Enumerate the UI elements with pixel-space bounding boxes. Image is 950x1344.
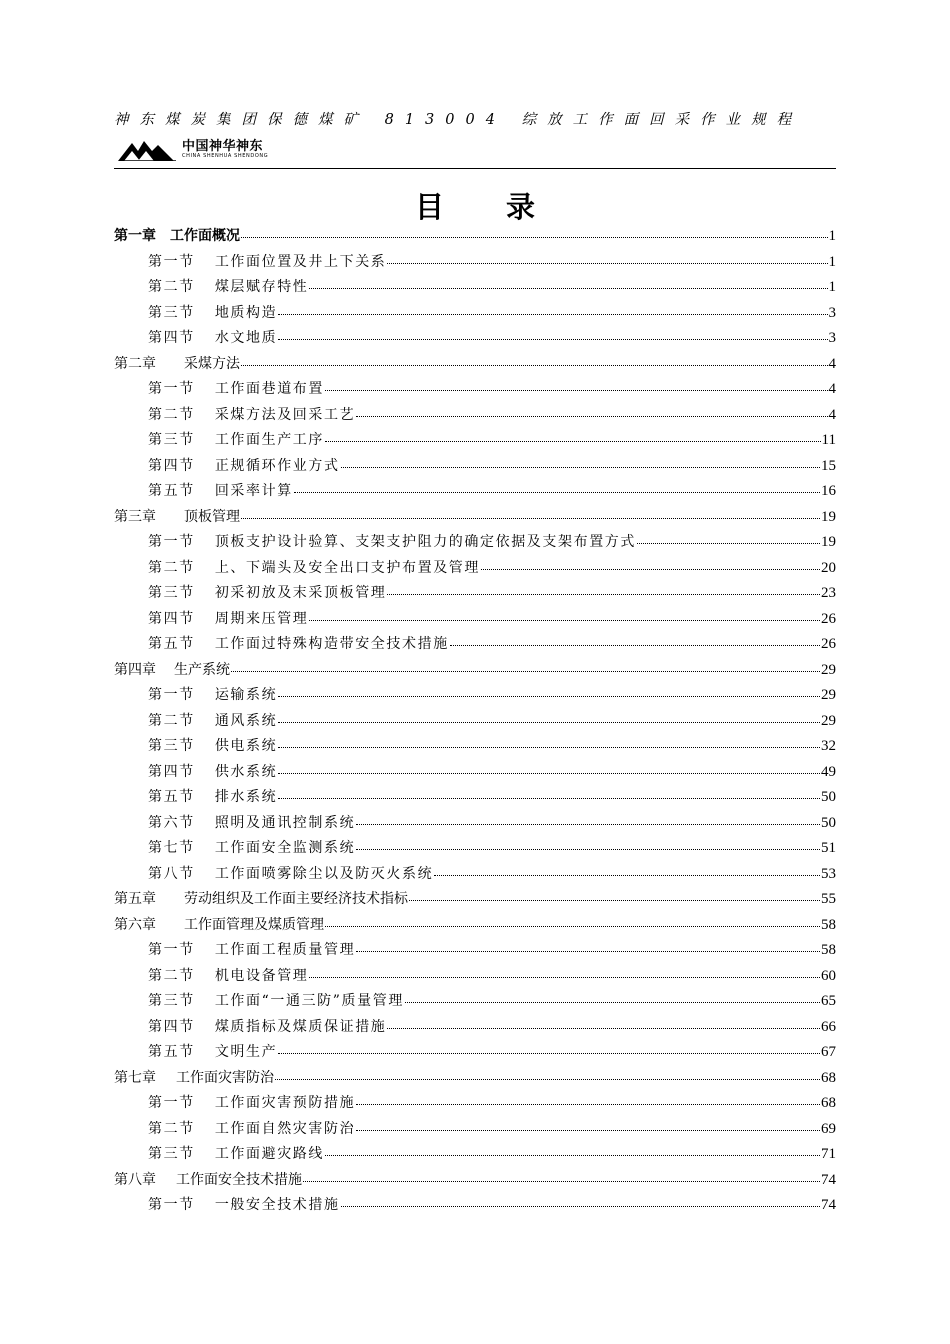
toc-entry-label xyxy=(114,913,324,939)
logo-chinese-text: 中国神华神东 xyxy=(182,138,264,154)
toc-entry-label xyxy=(114,352,240,378)
toc-entry-title: 顶板支护设计验算、支架支护阻力的确定依据及支架布置方式 xyxy=(214,534,637,550)
toc-leader-dots xyxy=(278,339,827,340)
toc-leader-dots xyxy=(325,1155,820,1156)
toc-page-number: 29 xyxy=(821,661,836,678)
toc-page-number: 3 xyxy=(828,304,836,321)
toc-entry-number: 第八章 xyxy=(114,1171,156,1188)
toc-entry-label xyxy=(148,836,355,862)
toc-section-entry[interactable] xyxy=(114,479,836,505)
toc-page-number: 4 xyxy=(828,406,836,423)
toc-section-entry[interactable] xyxy=(114,1015,836,1041)
toc-page-number: 65 xyxy=(821,993,836,1009)
toc-entry-label xyxy=(148,683,277,709)
toc-entry-title: 工作面过特殊构造带安全技术措施 xyxy=(214,636,449,652)
toc-entry-number: 第一节 xyxy=(148,687,195,703)
toc-entry-title: 照明及通讯控制系统 xyxy=(214,814,356,831)
toc-section-entry[interactable] xyxy=(114,250,836,276)
toc-section-entry[interactable] xyxy=(114,301,836,327)
toc-entry-number: 第二节 xyxy=(148,559,195,576)
toc-entry-title: 工作面巷道布置 xyxy=(214,381,325,397)
toc-leader-dots xyxy=(405,1002,820,1003)
toc-chapter-entry[interactable] xyxy=(114,1066,836,1092)
toc-section-entry[interactable] xyxy=(114,632,836,658)
toc-entry-title: 煤层赋存特性 xyxy=(214,279,309,295)
toc-entry-number: 第五节 xyxy=(148,789,195,805)
toc-entry-title: 一般安全技术措施 xyxy=(214,1197,340,1213)
toc-leader-dots xyxy=(294,492,820,493)
toc-entry-label xyxy=(148,632,449,658)
toc-leader-dots xyxy=(278,314,827,315)
toc-section-entry[interactable] xyxy=(114,785,836,811)
shenhua-logo-icon xyxy=(118,137,178,161)
toc-leader-dots xyxy=(309,620,820,621)
toc-entry-title: 生产系统 xyxy=(174,661,230,678)
toc-entry-title: 供水系统 xyxy=(214,763,278,780)
toc-entry-number: 第三节 xyxy=(148,432,195,448)
toc-entry-title: 工作面灾害预防措施 xyxy=(214,1095,356,1111)
toc-section-entry[interactable] xyxy=(114,760,836,786)
toc-section-entry[interactable] xyxy=(114,403,836,429)
toc-entry-number: 第四节 xyxy=(148,1018,195,1035)
toc-page-number: 15 xyxy=(821,457,836,474)
toc-entry-title: 机电设备管理 xyxy=(214,967,309,984)
toc-entry-number: 第四节 xyxy=(148,457,195,474)
toc-entry-label xyxy=(114,505,240,531)
toc-page-number: 69 xyxy=(821,1120,836,1137)
toc-entry-label xyxy=(148,479,293,505)
toc-entry-label xyxy=(148,301,277,327)
toc-leader-dots xyxy=(341,467,820,468)
toc-entry-label xyxy=(148,607,308,633)
toc-page-number: 50 xyxy=(821,814,836,831)
toc-page-number: 74 xyxy=(821,1197,836,1213)
toc-leader-dots xyxy=(325,926,820,927)
toc-entry-title: 通风系统 xyxy=(214,712,278,729)
toc-leader-dots xyxy=(241,365,828,366)
toc-entry-number: 第五节 xyxy=(148,1044,195,1060)
toc-entry-title: 回采率计算 xyxy=(214,483,293,499)
toc-entry-number: 第三节 xyxy=(148,993,195,1009)
toc-entry-label xyxy=(148,1040,277,1066)
toc-section-entry[interactable] xyxy=(114,377,836,403)
toc-page-number: 23 xyxy=(821,585,836,601)
toc-page-number: 3 xyxy=(828,330,836,346)
toc-entry-title: 煤质指标及煤质保证措施 xyxy=(214,1018,387,1035)
toc-page-number: 66 xyxy=(821,1018,836,1035)
toc-section-entry[interactable] xyxy=(114,1142,836,1168)
toc-entry-number: 第三节 xyxy=(148,304,195,321)
toc-entry-number: 第一节 xyxy=(148,381,195,397)
toc-entry-label xyxy=(148,938,355,964)
toc-section-entry[interactable] xyxy=(114,1193,836,1219)
toc-entry-number: 第二节 xyxy=(148,279,195,295)
toc-entry-title: 采煤方法及回采工艺 xyxy=(214,406,356,423)
toc-page-number: 53 xyxy=(821,865,836,882)
toc-leader-dots xyxy=(356,416,827,417)
toc-page-number: 26 xyxy=(821,610,836,627)
toc-entry-number: 第三节 xyxy=(148,1146,195,1162)
toc-entry-label xyxy=(148,1117,355,1143)
toc-page-number: 19 xyxy=(821,508,836,525)
toc-entry-label xyxy=(148,581,386,607)
toc-page-number: 32 xyxy=(821,738,836,754)
toc-entry-number: 第四节 xyxy=(148,610,195,627)
toc-entry-label xyxy=(114,1066,274,1092)
toc-entry-title: 工作面自然灾害防治 xyxy=(214,1120,356,1137)
toc-chapter-entry[interactable] xyxy=(114,505,836,531)
toc-page-number: 58 xyxy=(821,916,836,933)
toc-section-entry[interactable] xyxy=(114,326,836,352)
toc-page-number: 1 xyxy=(828,279,836,295)
toc-chapter-entry[interactable] xyxy=(114,352,836,378)
toc-entry-label xyxy=(148,403,355,429)
toc-leader-dots xyxy=(241,237,828,238)
toc-page-number: 4 xyxy=(828,381,836,397)
toc-leader-dots xyxy=(278,798,820,799)
toc-entry-label xyxy=(148,1015,386,1041)
toc-leader-dots xyxy=(231,671,820,672)
toc-entry-title: 顶板管理 xyxy=(184,508,240,525)
toc-page-number: 19 xyxy=(821,534,836,550)
toc-section-entry[interactable] xyxy=(114,811,836,837)
toc-entry-label xyxy=(148,989,404,1015)
toc-section-entry[interactable] xyxy=(114,275,836,301)
toc-leader-dots xyxy=(356,824,820,825)
toc-page-number: 49 xyxy=(821,763,836,780)
toc-entry-label xyxy=(148,275,308,301)
toc-entry-label xyxy=(148,1193,340,1219)
toc-leader-dots xyxy=(356,849,820,850)
toc-leader-dots xyxy=(278,1053,820,1054)
toc-entry-label xyxy=(148,709,277,735)
toc-leader-dots xyxy=(325,390,827,391)
toc-page-number: 16 xyxy=(821,483,836,499)
toc-leader-dots xyxy=(434,875,820,876)
toc-leader-dots xyxy=(309,977,820,978)
toc-entry-title: 周期来压管理 xyxy=(214,610,309,627)
toc-entry-title: 工作面喷雾除尘以及防灭火系统 xyxy=(214,865,434,882)
toc-section-entry[interactable] xyxy=(114,938,836,964)
toc-entry-number: 第五节 xyxy=(148,483,195,499)
toc-entry-number: 第二节 xyxy=(148,1120,195,1137)
toc-entry-label xyxy=(148,785,277,811)
toc-entry-label xyxy=(114,887,408,913)
toc-section-entry[interactable] xyxy=(114,734,836,760)
toc-leader-dots xyxy=(278,773,820,774)
toc-entry-label xyxy=(114,658,230,684)
toc-chapter-entry[interactable] xyxy=(114,1168,836,1194)
toc-entry-label xyxy=(148,250,386,276)
logo-english-text: CHINA SHENHUA SHENDONG xyxy=(182,152,269,159)
toc-page-number: 58 xyxy=(821,942,836,958)
toc-entry-title: 初采初放及末采顶板管理 xyxy=(214,585,387,601)
toc-leader-dots xyxy=(387,594,820,595)
toc-entry-number: 第一节 xyxy=(148,1197,195,1213)
toc-entry-number: 第四节 xyxy=(148,763,195,780)
toc-entry-number: 第一节 xyxy=(148,1095,195,1111)
toc-leader-dots xyxy=(241,518,820,519)
toc-leader-dots xyxy=(278,696,820,697)
toc-section-entry[interactable] xyxy=(114,1117,836,1143)
toc-leader-dots xyxy=(450,645,820,646)
toc-entry-label xyxy=(148,1091,355,1117)
toc-entry-label xyxy=(148,454,340,480)
toc-leader-dots xyxy=(481,569,820,570)
toc-entry-title: 水文地质 xyxy=(214,330,278,346)
toc-section-entry[interactable] xyxy=(114,1040,836,1066)
toc-entry-title: 工作面概况 xyxy=(170,228,240,244)
toc-entry-number: 第一节 xyxy=(148,534,195,550)
toc-page-number: 1 xyxy=(828,253,836,270)
toc-entry-label xyxy=(148,734,277,760)
toc-entry-label xyxy=(148,862,433,888)
toc-entry-label xyxy=(148,556,480,582)
toc-page-number: 26 xyxy=(821,636,836,652)
toc-entry-label xyxy=(148,1142,324,1168)
toc-entry-number: 第八节 xyxy=(148,865,195,882)
toc-entry-number: 第七节 xyxy=(148,840,195,856)
toc-page-number: 29 xyxy=(821,712,836,729)
toc-entry-title: 上、下端头及安全出口支护布置及管理 xyxy=(214,559,481,576)
toc-leader-dots xyxy=(341,1206,820,1207)
toc-entry-number: 第二节 xyxy=(148,712,195,729)
toc-entry-number: 第五章 xyxy=(114,891,156,907)
toc-entry-number: 第五节 xyxy=(148,636,195,652)
toc-section-entry[interactable] xyxy=(114,556,836,582)
toc-entry-number: 第四章 xyxy=(114,661,156,678)
toc-leader-dots xyxy=(637,543,820,544)
toc-page-number: 71 xyxy=(821,1146,836,1162)
toc-section-entry[interactable] xyxy=(114,836,836,862)
toc-entry-number: 第三节 xyxy=(148,738,195,754)
toc-leader-dots xyxy=(278,722,820,723)
toc-chapter-entry[interactable] xyxy=(114,887,836,913)
toc-section-entry[interactable] xyxy=(114,683,836,709)
toc-section-entry[interactable] xyxy=(114,530,836,556)
toc-entry-title: 排水系统 xyxy=(214,789,278,805)
toc-page-number: 55 xyxy=(821,891,836,907)
toc-chapter-entry[interactable] xyxy=(114,913,836,939)
toc-page-number: 50 xyxy=(821,789,836,805)
toc-entry-label xyxy=(148,428,324,454)
toc-section-entry[interactable] xyxy=(114,709,836,735)
toc-chapter-entry[interactable] xyxy=(114,658,836,684)
toc-entry-label xyxy=(148,326,277,352)
toc-entry-number: 第一节 xyxy=(148,253,195,270)
toc-page-number: 20 xyxy=(821,559,836,576)
toc-entry-number: 第二章 xyxy=(114,355,156,372)
toc-entry-title: 地质构造 xyxy=(214,304,278,321)
toc-entry-title: 正规循环作业方式 xyxy=(214,457,340,474)
toc-entry-title: 供电系统 xyxy=(214,738,278,754)
toc-entry-number: 第一章 xyxy=(114,228,156,244)
toc-entry-number: 第三章 xyxy=(114,508,156,525)
toc-page-number: 60 xyxy=(821,967,836,984)
toc-page-number: 11 xyxy=(821,432,836,448)
toc-entry-title: 劳动组织及工作面主要经济技术指标 xyxy=(184,891,408,907)
toc-entry-title: 采煤方法 xyxy=(184,355,240,372)
toc-section-entry[interactable] xyxy=(114,428,836,454)
header-divider xyxy=(114,168,836,169)
document-header-title: 神东煤炭集团保德煤矿 813004 综放工作面回采作业规程 xyxy=(114,112,803,128)
toc-entry-number: 第二节 xyxy=(148,406,195,423)
toc-leader-dots xyxy=(309,288,827,289)
toc-entry-label xyxy=(114,1168,302,1194)
toc-leader-dots xyxy=(356,1130,820,1131)
toc-heading: 目 录 xyxy=(414,190,562,224)
toc-entry-title: 工作面灾害防治 xyxy=(176,1069,274,1086)
toc-entry-label xyxy=(148,377,324,403)
toc-leader-dots xyxy=(303,1181,820,1182)
toc-entry-label xyxy=(148,530,636,556)
toc-section-entry[interactable] xyxy=(114,581,836,607)
toc-chapter-entry[interactable] xyxy=(114,224,836,250)
toc-entry-title: 文明生产 xyxy=(214,1044,278,1060)
toc-leader-dots xyxy=(387,263,827,264)
toc-entry-title: 工作面安全监测系统 xyxy=(214,840,356,856)
toc-section-entry[interactable] xyxy=(114,607,836,633)
toc-entry-label xyxy=(148,811,355,837)
toc-leader-dots xyxy=(409,900,820,901)
table-of-contents xyxy=(114,224,836,1219)
toc-leader-dots xyxy=(356,1104,820,1105)
toc-leader-dots xyxy=(387,1028,820,1029)
toc-entry-title: 工作面工程质量管理 xyxy=(214,942,356,958)
toc-page-number: 68 xyxy=(821,1095,836,1111)
toc-entry-title: 运输系统 xyxy=(214,687,278,703)
toc-page-number: 29 xyxy=(821,687,836,703)
toc-section-entry[interactable] xyxy=(114,862,836,888)
toc-section-entry[interactable] xyxy=(114,454,836,480)
toc-section-entry[interactable] xyxy=(114,964,836,990)
toc-page-number: 51 xyxy=(821,840,836,856)
toc-entry-number: 第六节 xyxy=(148,814,195,831)
toc-entry-title: 工作面管理及煤质管理 xyxy=(184,916,324,933)
toc-page-number: 1 xyxy=(828,228,836,244)
toc-page-number: 74 xyxy=(821,1171,836,1188)
toc-leader-dots xyxy=(278,747,820,748)
toc-entry-number: 第三节 xyxy=(148,585,195,601)
toc-leader-dots xyxy=(356,951,820,952)
toc-entry-label xyxy=(148,964,308,990)
toc-page-number: 68 xyxy=(821,1069,836,1086)
toc-entry-title: 工作面避灾路线 xyxy=(214,1146,325,1162)
toc-page-number: 67 xyxy=(821,1044,836,1060)
toc-entry-number: 第一节 xyxy=(148,942,195,958)
toc-entry-number: 第六章 xyxy=(114,916,156,933)
toc-leader-dots xyxy=(325,441,821,442)
toc-entry-title: 工作面位置及井上下关系 xyxy=(214,253,387,270)
toc-section-entry[interactable] xyxy=(114,1091,836,1117)
toc-entry-title: 工作面“一通三防”质量管理 xyxy=(214,993,404,1009)
toc-entry-title: 工作面安全技术措施 xyxy=(176,1171,302,1188)
company-logo xyxy=(118,136,268,162)
toc-entry-label xyxy=(114,224,240,250)
toc-section-entry[interactable] xyxy=(114,989,836,1015)
toc-page-number: 4 xyxy=(828,355,836,372)
toc-entry-label xyxy=(148,760,277,786)
toc-entry-number: 第七章 xyxy=(114,1069,156,1086)
toc-entry-number: 第四节 xyxy=(148,330,195,346)
toc-entry-title: 工作面生产工序 xyxy=(214,432,325,448)
toc-entry-number: 第二节 xyxy=(148,967,195,984)
toc-leader-dots xyxy=(275,1079,820,1080)
